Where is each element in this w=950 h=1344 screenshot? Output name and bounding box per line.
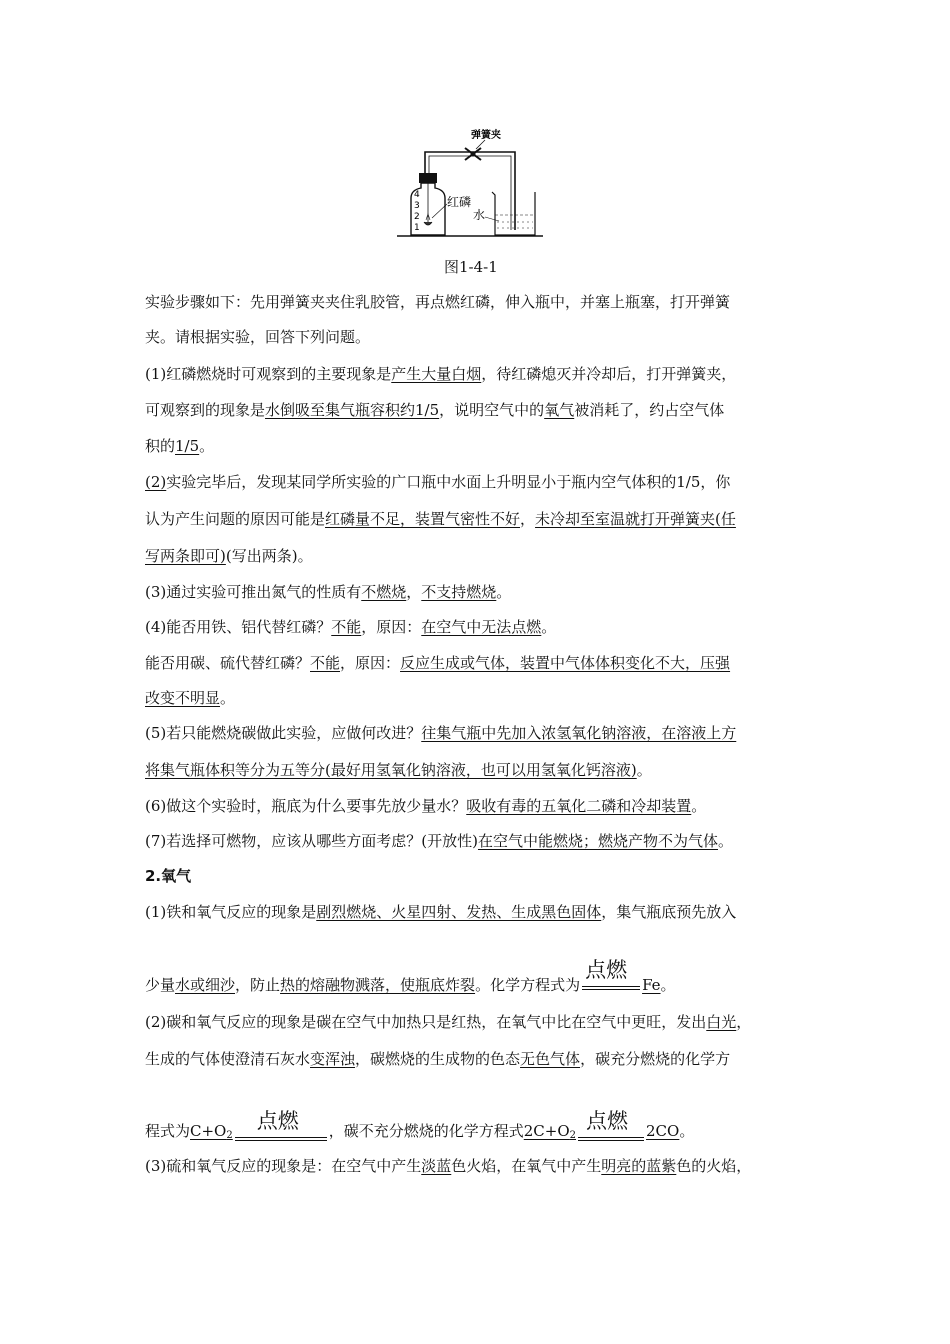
- q1-line-2: 可观察到的现象是水倒吸至集气瓶容积约1/5，说明空气中的氧气被消耗了，约占空气体: [145, 401, 725, 419]
- q6-line: (6)做这个实验时，瓶底为什么要事先放少量水？吸收有毒的五氧化二磷和冷却装置。: [145, 797, 707, 815]
- o3-line-1: (3)硫和氧气反应的现象是：在空气中产生淡蓝色火焰，在氧气中产生明亮的蓝紫色的火焰，: [145, 1157, 752, 1175]
- answer-blank: 明亮的蓝紫: [601, 1157, 677, 1175]
- steps-line-2: 夹。请根据实验，回答下列问题。: [145, 328, 371, 346]
- section-title: 2.氧气: [145, 867, 192, 885]
- answer-blank: 将集气瓶体积等分为五等分(最好用氢氧化钠溶液，也可以用氢氧化钙溶液): [145, 761, 637, 779]
- reaction-condition: 点燃: [235, 1126, 327, 1146]
- q2-line-1: (2)实验完毕后，发现某同学所实验的广口瓶中水面上升明显小于瓶内空气体积的1/5，你: [145, 473, 731, 491]
- answer-blank: 在空气中无法点燃: [421, 618, 542, 636]
- answer-blank: 热的熔融物溅落，使瓶底炸裂: [280, 976, 476, 994]
- answer-blank: Fe: [642, 976, 661, 994]
- apparatus-figure: [395, 118, 545, 250]
- answer-blank: 吸收有毒的五氧化二磷和冷却装置: [466, 797, 692, 815]
- answer-blank: 反应生成或气体，装置中气体体积变化不大，压强: [400, 654, 731, 672]
- answer-blank: 淡蓝: [421, 1157, 452, 1175]
- answer-blank: 无色气体: [520, 1050, 581, 1068]
- q7-line: (7)若选择可燃物，应该从哪些方面考虑？(开放性)在空气中能燃烧；燃烧产物不为气体。: [145, 832, 733, 850]
- answer-blank: 2CO: [646, 1122, 680, 1140]
- q3-line: (3)通过实验可推出氮气的性质有不燃烧，不支持燃烧。: [145, 583, 512, 601]
- answer-blank: 产生大量白烟: [391, 365, 482, 383]
- equation-1: $C+O_2$: [190, 1122, 233, 1141]
- svg-text:4: 4: [414, 190, 420, 200]
- glass-tube: [425, 152, 515, 230]
- answer-blank: 白光: [706, 1013, 737, 1031]
- q1-line-1: (1)红磷燃烧时可观察到的主要现象是产生大量白烟，待红磷熄灭并冷却后，打开弹簧夹，: [145, 365, 737, 383]
- answer-blank: 不能: [310, 654, 341, 672]
- scale-marks: [414, 190, 420, 233]
- label-phosphorus: 红磷: [447, 195, 472, 209]
- o2-line-3: 程式为$C+O_2$ 点燃 ，碳不充分燃烧的化学方程式$2C+O_2$ 点燃 2CO。: [145, 1121, 694, 1146]
- answer-blank: 水或细沙: [175, 976, 236, 994]
- answer-blank: 写两条即可): [145, 547, 226, 565]
- q5-line-2: 将集气瓶体积等分为五等分(最好用氢氧化钠溶液，也可以用氢氧化钙溶液)。: [145, 761, 652, 779]
- answer-blank: 剧烈燃烧、火星四射、发热、生成黑色固体: [316, 903, 602, 921]
- q4-line-2: 能否用碳、硫代替红磷？不能，原因：反应生成或气体，装置中气体体积变化不大，压强: [145, 654, 731, 672]
- answer-blank: 变浑浊: [310, 1050, 356, 1068]
- answer-blank: 水倒吸至集气瓶容积约1/5: [265, 401, 440, 419]
- bottle-stopper: [419, 173, 437, 183]
- equation-2: $2C+O_2$: [523, 1122, 577, 1141]
- steps-line-1: 实验步骤如下：先用弹簧夹夹住乳胶管，再点燃红磷，伸入瓶中，并塞上瓶塞，打开弹簧: [145, 293, 731, 311]
- o2-line-2: 生成的气体使澄清石灰水变浑浊，碳燃烧的生成物的色态无色气体，碳充分燃烧的化学方: [145, 1050, 731, 1068]
- q2-line-2: 认为产生问题的原因可能是红磷量不足，装置气密性不好，未冷却至室温就打开弹簧夹(任: [145, 510, 736, 528]
- spring-clamp-icon: [465, 148, 481, 160]
- svg-text:2: 2: [414, 212, 420, 222]
- answer-blank: 氧气: [544, 401, 575, 419]
- q4-line-1: (4)能否用铁、铝代替红磷？不能，原因：在空气中无法点燃。: [145, 618, 557, 636]
- answer-blank: 改变不明显: [145, 689, 221, 707]
- svg-text:1: 1: [414, 223, 420, 233]
- o1-line-1: (1)铁和氧气反应的现象是剧烈燃烧、火星四射、发热、生成黑色固体，集气瓶底预先放入: [145, 903, 737, 921]
- answer-blank: 1/5: [175, 437, 200, 455]
- q5-line-1: (5)若只能燃烧碳做此实验，应做何改进？往集气瓶中先加入浓氢氧化钠溶液，在溶液上方: [145, 724, 737, 742]
- answer-blank: 红磷量不足，装置气密性不好: [325, 510, 521, 528]
- answer-blank: 在空气中能燃烧；燃烧产物不为气体: [477, 832, 718, 850]
- o2-line-1: (2)碳和氧气反应的现象是碳在空气中加热只是红热，在氧气中比在空气中更旺，发出白光，: [145, 1013, 752, 1031]
- reaction-condition: 点燃: [582, 975, 640, 995]
- svg-text:3: 3: [414, 201, 420, 211]
- reaction-condition: 点燃: [578, 1126, 644, 1146]
- beaker: [492, 192, 535, 235]
- q1-line-3: 积的1/5。: [145, 437, 215, 455]
- label-water: 水: [473, 208, 486, 222]
- q2-line-3: 写两条即可)(写出两条)。: [145, 547, 313, 565]
- o1-line-2: 少量水或细沙，防止热的熔融物溅落，使瓶底炸裂。化学方程式为 点燃 Fe。: [145, 958, 676, 994]
- answer-blank: 未冷却至室温就打开弹簧夹(任: [535, 510, 736, 528]
- glass-tube-inner: [429, 156, 511, 230]
- label-clamp: 弹簧夹: [471, 130, 501, 141]
- answer-blank: 不能: [331, 618, 362, 636]
- figure-caption: 图1-4-1: [444, 258, 498, 276]
- answer-blank: 往集气瓶中先加入浓氢氧化钠溶液，在溶液上方: [421, 724, 737, 742]
- answer-blank: 不支持燃烧: [421, 583, 497, 601]
- answer-blank: 不燃烧: [361, 583, 407, 601]
- q4-line-3: 改变不明显。: [145, 689, 236, 707]
